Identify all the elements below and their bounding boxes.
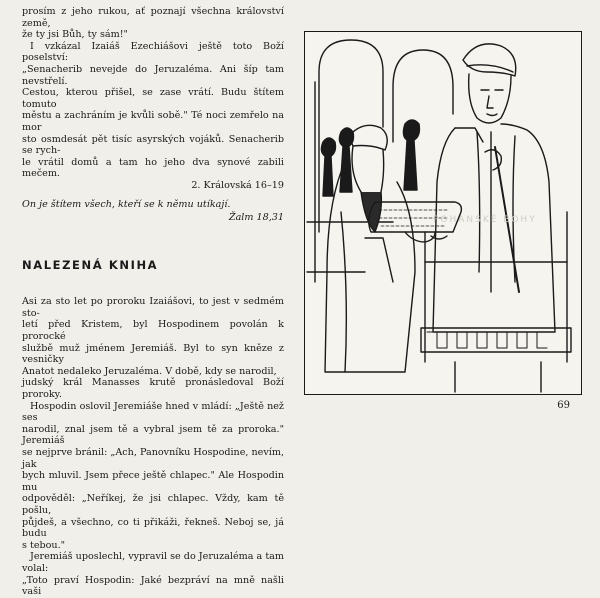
quote-reference: Žalm 18,31	[228, 212, 284, 224]
text-line: „Senacherib nevejde do Jeruzaléma. Ani šíp tam nevstřelí.	[22, 63, 284, 87]
text-line: Jeremiáš uposlechl, vypravil se do Jeruzaléma a tam volal:	[22, 551, 284, 574]
paragraph-story-end	[22, 6, 284, 180]
left-text-column	[22, 6, 284, 598]
text-line: Anatot nedaleko Jeruzaléma. V době, kdy se narodil,	[22, 365, 277, 377]
text-line: Hospodin oslovil Jeremiáše hned v mládí: „Ještě než ses	[22, 400, 284, 424]
text-line: že ty jsi Bůh, ty sám!"	[22, 29, 128, 41]
text-line: Asi za sto let po proroku Izaiášovi, to jest v sedmém sto-	[22, 296, 284, 319]
text-line: s tebou."	[22, 539, 66, 551]
text-line: sto osmdesát pět tisíc asyrských vojáků. Senacherib se rych-	[22, 133, 284, 157]
text-line: le vrátil domů a tam ho jeho dva synové zabili mečem.	[22, 156, 284, 180]
text-line: bych mluvil. Jsem přece ještě chlapec." Ale Hospodin mu	[22, 470, 284, 493]
paragraph-jeremiah	[22, 296, 284, 597]
text-line: narodil, znal jsem tě a vybral jsem tě za proroka." Jeremiáš	[22, 423, 284, 447]
illustration-king-and-scribe	[304, 31, 582, 395]
text-line: judský král Manasses krutě pronásledoval Boží proroky.	[22, 377, 284, 401]
quote-text: On je štítem všech, kteří se k němu utíkají.	[22, 198, 231, 210]
text-line: prosím z jeho rukou, ať poznají všechna království země,	[22, 6, 284, 29]
text-line: městu a zachráním je kvůli sobě." Té noci zemřelo na mor	[22, 110, 284, 133]
text-line: letí před Kristem, byl Hospodinem povolán k prorocké	[22, 319, 284, 343]
bible-reference: 2. Královská 16–19	[191, 179, 284, 191]
psalm-quote	[22, 199, 284, 211]
text-line: službě muž jménem Jeremiáš. Byl to syn kněze z vesničky	[22, 342, 284, 366]
page-number: 69	[557, 400, 570, 411]
text-line: Cestou, kterou přišel, se zase vrátí. Budu štítem tomuto	[22, 87, 284, 110]
text-line: se nejprve bránil: „Ach, Panovníku Hospodine, nevím, jak	[22, 447, 284, 470]
section-title: NALEZENÁ KNIHA	[22, 257, 159, 272]
illustration-background-text: POHANSKÉ BOHY	[433, 215, 537, 225]
text-line: půjdeš, a všechno, co ti přikáži, řekneš. Neboj se, já budu	[22, 516, 284, 540]
text-line: „Toto praví Hospodin: Jaké bezpráví na mně našli vaši	[22, 574, 284, 598]
text-line: odpověděl: „Neříkej, že jsi chlapec. Vždy, kam tě pošlu,	[22, 493, 284, 516]
text-line: I vzkázal Izaiáš Ezechiášovi ještě toto Boží poselství:	[22, 40, 284, 64]
